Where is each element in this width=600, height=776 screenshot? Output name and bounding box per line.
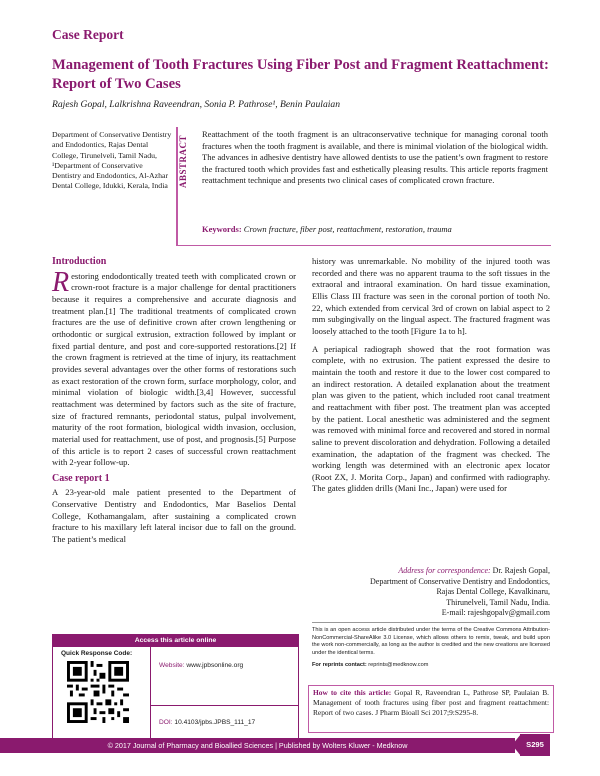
author-list: Rajesh Gopal, Lalkrishna Raveendran, Sonia P. Pathrose¹, Benin Paulaian (52, 99, 340, 110)
reprints-email[interactable]: reprints@medknow.com (368, 662, 429, 668)
citation-box (308, 685, 554, 733)
abstract-divider (176, 245, 551, 246)
citation-text-block (313, 688, 549, 718)
right-column (312, 256, 550, 495)
affiliation-1: Department of Conservative Dentistry and Endodontics, Rajas Dental College, Tirunelveli, Tamil Nadu, (52, 130, 172, 160)
website-label: Website: (159, 662, 185, 669)
introduction-heading: Introduction (52, 256, 107, 267)
license-text: This is an open access article distributed under the terms of the Creative Commons Attribution-NonCommercial-ShareAlike 3.0 License, which allows others to remix, tweak, and build upon the work non-commercially, as long as the author is credited and the new creations are licensed under the identical terms. (312, 627, 550, 656)
correspondence-name: Dr. Rajesh Gopal, (492, 566, 550, 575)
abstract-text: Reattachment of the tooth fragment is an ultraconservative technique for managing coronal tooth fractures when the tooth fragment is available, and there is minimal violation of the biological width. The advances in adhesive dentistry have allowed dentists to use the patient’s own fragment to restore the fractured tooth which provides fast and esthetically pleasing results. This article reports fragment reattachment technique and presents two clinical cases of complicated crown fracture. (202, 129, 548, 185)
qr-label: Quick Response Code: (61, 650, 133, 657)
access-vertical-divider (150, 647, 151, 739)
doi-row (159, 719, 255, 726)
website-row (159, 662, 243, 669)
case-report-1-heading: Case report 1 (52, 472, 110, 484)
keywords-label: Keywords: (202, 224, 242, 234)
footer-bar: © 2017 Journal of Pharmacy and Bioallied Sciences | Published by Wolters Kluwer - Medknow (0, 738, 515, 753)
abstract-tab: ABSTRACT (178, 135, 188, 189)
correspondence-label: Address for correspondence: (398, 566, 491, 575)
doi-label: DOI: (159, 719, 173, 726)
affiliation-2: ¹Department of Conservative Dentistry and Endodontics, Al-Azhar Dental College, Idukki, Kerala, India (52, 160, 169, 191)
section-label: Case Report (52, 27, 124, 42)
email-link[interactable]: rajeshgopalv@gmail.com (467, 608, 550, 618)
correspondence-block (312, 566, 550, 619)
correspondence-line-1: Department of Conservative Dentistry and Endodontics, (370, 576, 550, 586)
abstract-box (176, 127, 551, 245)
article-title: Management of Tooth Fractures Using Fiber Post and Fragment Reattachment: Report of Two Cases (52, 57, 549, 92)
website-link[interactable]: www.jpbsonline.org (186, 662, 244, 669)
doi-value[interactable]: 10.4103/jpbs.JPBS_111_17 (174, 719, 256, 726)
access-box (52, 634, 299, 740)
case-history-paragraph: history was unremarkable. No mobility of the injured tooth was recorded and there was no apparent trauma to the soft tissues in the extraoral and intraoral examination. On hard tissue examination, Ellis Class III fracture was seen in the coronal portion of tooth No. 22, which extended from cervical 3rd of crown on labial aspect to 2 mm subgingivally on the lingual aspect. The fractured fragment was loosely attached to the tooth [Figure 1a to h]. (312, 256, 550, 336)
reprints-label: For reprints contact: (312, 662, 367, 668)
keywords-value: Crown fracture, fiber post, reattachment, restoration, trauma (243, 224, 452, 234)
reprints-line (312, 662, 428, 668)
qr-code-icon[interactable] (67, 661, 129, 723)
email-label: E-mail: (441, 608, 466, 618)
introduction-text: estoring endodontically treated teeth with complicated crown or crown-root fracture is a major challenge for dental practitioners because it requires a comprehensive and accurate diagnosis and treatment plan.[1] The traditional treatments of complicated crown fractures are the use of definitive crown after crown lengthening or orthodontic or surgical extrusion, extraction followed by implant or fixed partial denture, and post and core-supported restorations.[2] If the crown fragment is retrieved at the time of injury, its reattachment provides several advantages over the other forms of restorations such as exact restoration of the crown form, surface morphology, color, and minimal violation of biologic width.[3,4] However, successful reattachment was determined by factors such as the site of fracture, size of fractured remnants, periodontal status, pulpal involvement, maturity of the root formation, biological width invasion, occlusion, material used for reattachment, use of post, and prognosis.[5] Purpose of this article is to report 2 cases of successful crown reattachment with 2-year follow-up. (52, 270, 296, 468)
correspondence-line-2: Rajas Dental College, Kavalkinaru, (436, 587, 550, 597)
case-report-1-text: A 23-year-old male patient presented to the Department of Conservative Dentistry and Endodontics, Mar Baselios Dental College, Kothamangalam, after sustaining a complicated crown fracture to his maxillary left lateral incisor due to fall on the ground. The patient’s medical (52, 487, 296, 545)
citation-label: How to cite this article: (313, 688, 392, 697)
citation-text: Gopal R, Raveendran L, Pathrose SP, Paulaian B. Management of tooth fractures using fiber post and fragment reattachment: Report of two cases. J Pharm Bioall Sci 2017;9:S295-8. (313, 688, 549, 717)
access-header: Access this article online (53, 635, 298, 647)
page-number: S295 (520, 734, 550, 756)
drop-cap: R (52, 266, 70, 298)
correspondence-divider (312, 622, 550, 623)
keywords-line (202, 224, 548, 234)
introduction-paragraph (52, 266, 296, 469)
access-horizontal-divider (150, 705, 298, 706)
left-column (52, 256, 296, 546)
affiliation-block (52, 130, 172, 192)
case-treatment-paragraph: A periapical radiograph showed that the root formation was complete, with no extrusion. The patient expressed the desire to maintain the tooth and restore it due to the lower cost compared to an indirect restoration. A detailed explanation about the treatment plan was given to the patient, which included root canal treatment and reattachment with fiber post. The treatment plan was accepted by the patient. Local anesthetic was administered and the segment was removed with minimal force and recovered and stored in normal saline to prevent discoloration and dehydration. Following a detailed examination, the adaptation of the fragment was checked. The working length was determined with an electronic apex locator (Root ZX, J. Morita Corp., Japan) and confirmed with radiography. The gates glidden drills (Mani Inc., Japan) were used for (312, 343, 550, 494)
correspondence-line-3: Thirunelveli, Tamil Nadu, India. (446, 597, 550, 607)
